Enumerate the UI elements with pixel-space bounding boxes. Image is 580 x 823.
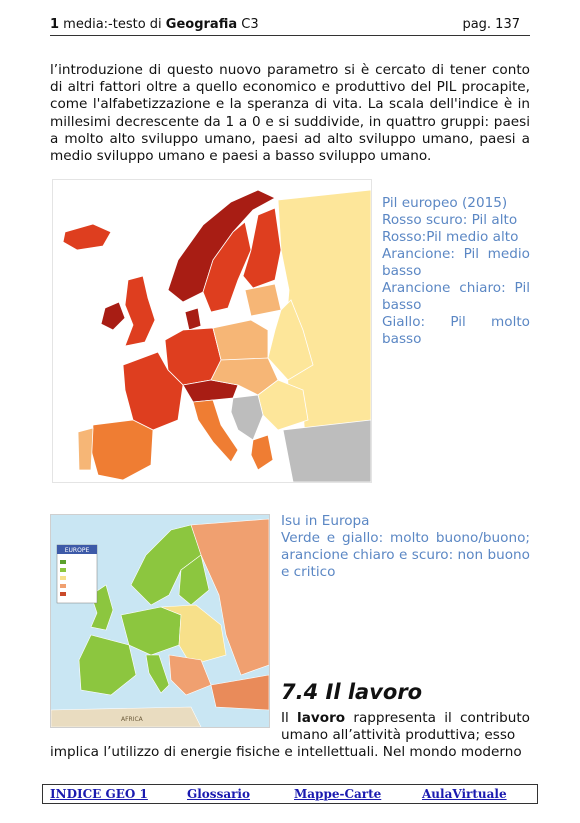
isu-map-graphic bbox=[51, 515, 269, 727]
section-title: 7.4 Il lavoro bbox=[281, 680, 423, 704]
pil-legend-orange: Arancione: Pil medio basso bbox=[382, 246, 530, 279]
pil-legend-title: Pil europeo (2015) bbox=[382, 195, 508, 211]
isu-map-label: EUROPE bbox=[64, 547, 90, 554]
isu-legend bbox=[281, 513, 530, 581]
pil-legend-yellow: Giallo: Pil molto basso bbox=[382, 314, 530, 347]
africa-label: AFRICA bbox=[121, 716, 143, 723]
page-header bbox=[50, 15, 530, 36]
section-paragraph-start bbox=[281, 710, 530, 744]
footer-nav bbox=[42, 784, 538, 804]
section-text-a: rappresenta il contributo umano all’attività produttiva; esso bbox=[281, 710, 530, 743]
pil-map-graphic bbox=[53, 180, 371, 482]
subject-name: Geografia bbox=[165, 17, 238, 32]
pil-legend bbox=[382, 195, 530, 348]
lead-text: Il bbox=[281, 710, 298, 726]
class-code: C3 bbox=[237, 17, 259, 32]
header-left bbox=[50, 17, 259, 32]
header-text: media:-testo di bbox=[59, 17, 166, 32]
pil-legend-red: Rosso:Pil medio alto bbox=[382, 229, 519, 245]
section-paragraph-continued: implica l’utilizzo di energie fisiche e intellettuali. Nel mondo moderno bbox=[50, 744, 522, 760]
pil-europe-map bbox=[52, 179, 372, 483]
isu-legend-text: Verde e giallo: molto buono/buono; arancione chiaro e scuro: non buono e critico bbox=[281, 530, 530, 580]
isu-europe-map bbox=[50, 514, 270, 728]
pil-legend-dark-red: Rosso scuro: Pil alto bbox=[382, 212, 518, 228]
book-number: 1 bbox=[50, 17, 60, 32]
pil-legend-light-orange: Arancione chiaro: Pil basso bbox=[382, 280, 530, 313]
link-glossario[interactable]: Glossario bbox=[187, 787, 250, 801]
page-number: pag. 137 bbox=[462, 17, 520, 32]
bold-term: lavoro bbox=[297, 710, 346, 726]
link-indice-geo[interactable]: INDICE GEO 1 bbox=[50, 787, 148, 801]
isu-legend-title: Isu in Europa bbox=[281, 513, 370, 529]
intro-paragraph: l’introduzione di questo nuovo parametro si è cercato di tener conto di altri fattori oltre a quello economico e produttivo del PIL procapite, come l'alfabetizzazione e la speranza di vita. La scala dell'indice è in millesimi decrescente da 1 a 0 e si suddivide, in quattro gruppi: paesi a molto alto sviluppo umano, paesi ad alto sviluppo umano, paesi a medio sviluppo umano e paesi a basso sviluppo umano. bbox=[50, 62, 530, 165]
link-aula-virtuale[interactable]: AulaVirtuale bbox=[422, 787, 507, 801]
link-mappe-carte[interactable]: Mappe-Carte bbox=[294, 787, 382, 801]
